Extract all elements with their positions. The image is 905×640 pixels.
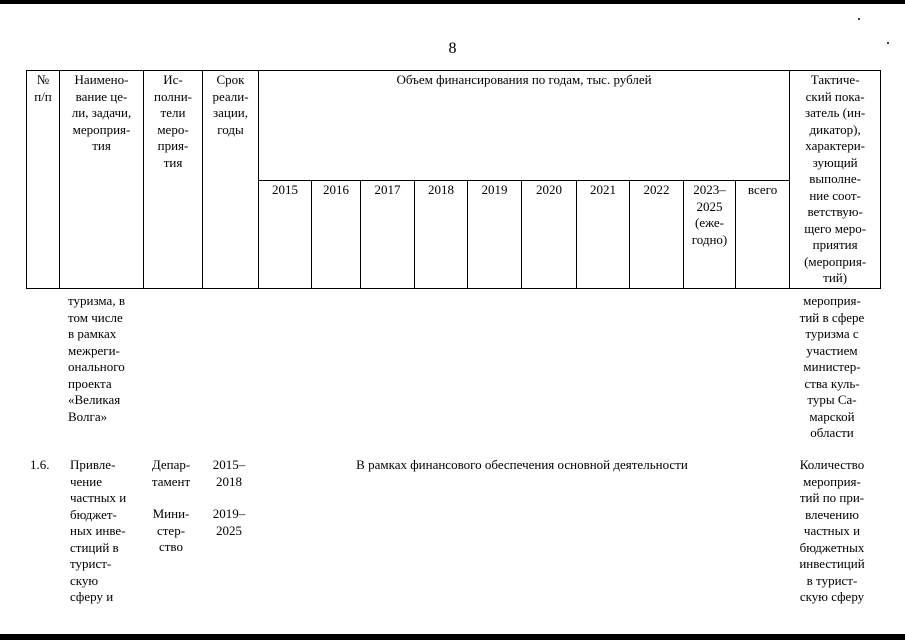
header-number: № п/п: [27, 71, 60, 289]
row-number: 1.6.: [30, 457, 50, 472]
row-executor-ministry: Мини- стер- ство: [152, 506, 190, 554]
year-cell: 2017: [361, 181, 415, 288]
year-cell: 2015: [259, 181, 312, 288]
row-funding-note: В рамках финансового обеспечения основной деятельности: [356, 457, 688, 472]
header-funding: Объем финансирования по годам, тыс. рублей: [259, 71, 790, 181]
scan-border-top: [0, 0, 905, 4]
scan-speck: [858, 18, 860, 20]
row-executor-department: Депар- тамент: [151, 457, 191, 489]
header-period: Срок реали- зации, годы: [203, 71, 259, 289]
table-header-row: [27, 71, 881, 181]
header-name: Наимено- вание це- ли, задачи, мероприя- тия: [60, 71, 144, 289]
header-executors: Ис- полни- тели меро- прия- тия: [144, 71, 203, 289]
row-period-1: 2015– 2018: [212, 457, 246, 489]
row-name: Привле- чение частных и бюджет- ных инве- стиций в турист- скую сферу и: [70, 457, 127, 604]
year-cell: 2019: [468, 181, 522, 288]
page-number: 8: [448, 40, 457, 57]
year-cell: 2021: [577, 181, 630, 288]
year-cell: всего: [736, 181, 790, 288]
year-cell: 2016: [312, 181, 361, 288]
year-cell: 2023– 2025 (еже- годно): [684, 181, 736, 288]
year-cell: 2020: [522, 181, 577, 288]
year-cell: 2022: [630, 181, 684, 288]
continuation-name-text: туризма, в том числе в рамках межреги- онального проекта «Великая Волга»: [68, 293, 125, 424]
year-cell: 2018: [415, 181, 468, 288]
header-indicator: Тактиче- ский пока- затель (ин- дикатор), характери- зующий выполне- ние соот- ветствую- щего меро- приятия (мероприя- тий): [790, 71, 881, 289]
financing-table: [26, 70, 881, 289]
row-period-2: 2019– 2025: [212, 506, 246, 538]
scan-border-bottom: [0, 634, 905, 640]
continuation-indicator-text: мероприя- тий в сфере туризма с участием министер- ства куль- туры Са- марской области: [799, 293, 865, 440]
row-indicator: Количество мероприя- тий по при- влечению частных и бюджетных инвестиций в турист- скую сферу: [799, 457, 865, 604]
